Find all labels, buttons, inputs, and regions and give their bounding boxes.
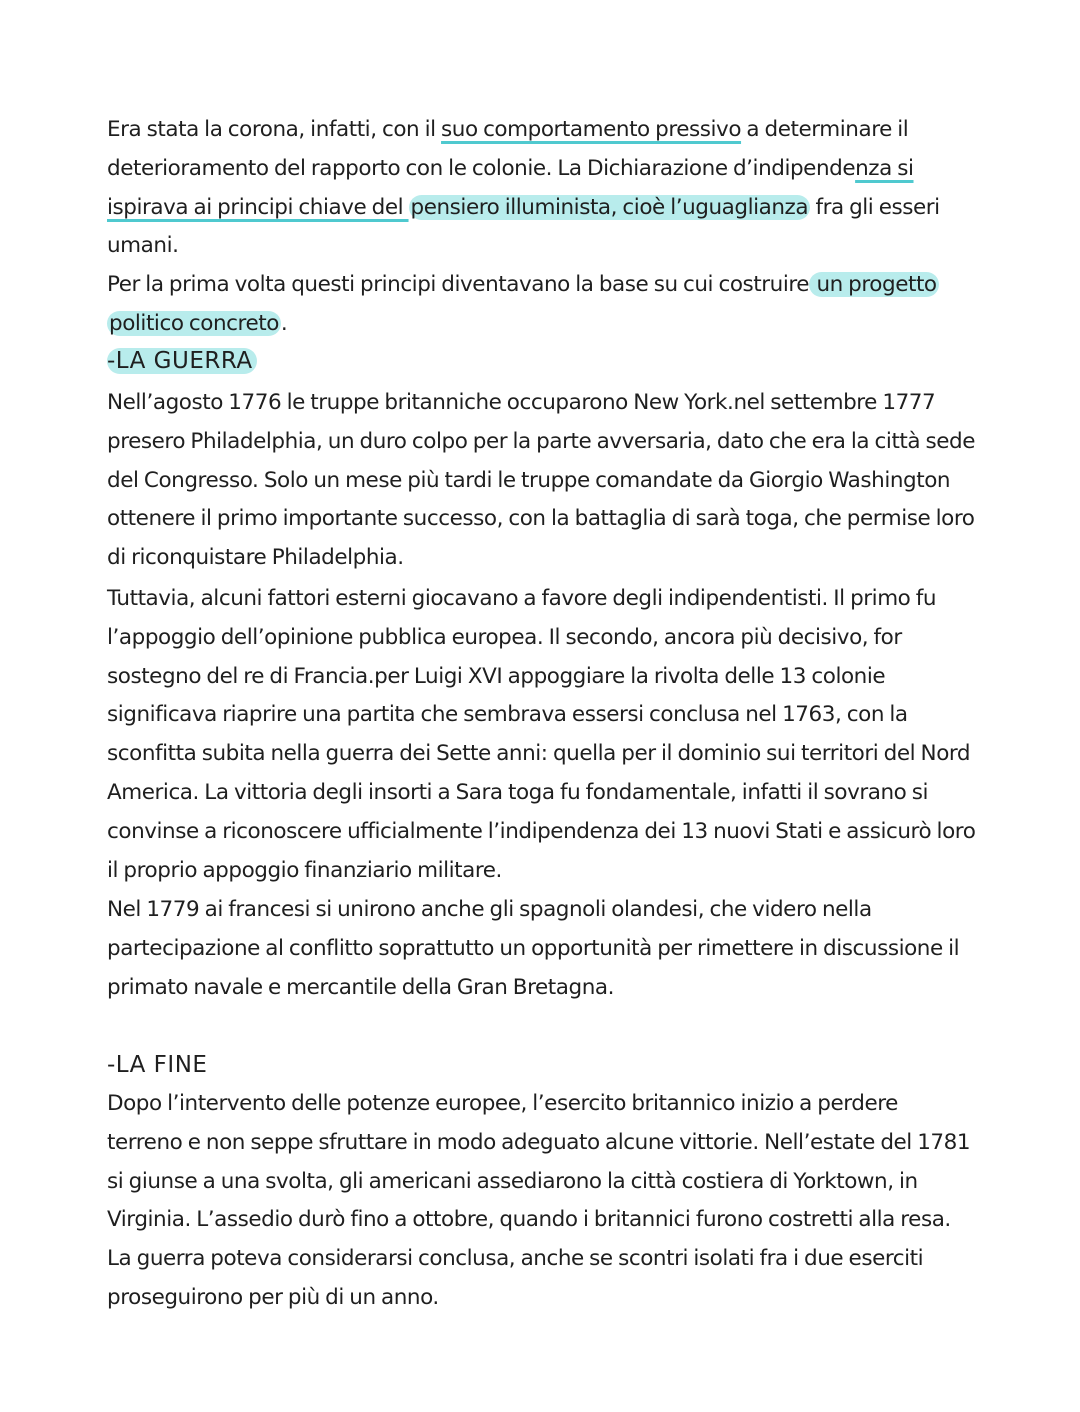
intro-text: fra gli esseri umani. (107, 194, 940, 259)
section-heading-fine: -LA FINE (107, 1052, 208, 1078)
intro-text: a determinare il deterioramento del rapporto con le colonie. La Dichiarazione d’indipende (107, 117, 909, 181)
intro-text: . (280, 310, 288, 336)
highlighted-phrase: un progetto politico concreto (109, 272, 937, 336)
intro-text: Era stata la corona, infatti, con il (107, 117, 442, 142)
underlined-phrase: nza si ispirava ai principi chiave del (107, 155, 914, 220)
highlighted-heading: -LA GUERRA (107, 348, 257, 374)
highlighted-phrase: pensiero illuminista, cioè l’uguaglianza (410, 194, 809, 220)
intro-paragraph (107, 111, 977, 344)
intro-text: Per la prima volta questi principi diventavano la base su cui costruire (107, 272, 810, 298)
underlined-phrase: suo comportamento pressivo (441, 117, 742, 142)
section-heading-guerra (107, 342, 257, 380)
guerra-paragraph-3: Nel 1779 ai francesi si unirono anche gli spagnoli olandesi, che videro nella partecipazione al conflitto soprattutto un opportunità per rimettere in discussione il primato navale e mercantile della Gran Bretagna. (107, 897, 960, 1000)
guerra-paragraph-2: Tuttavia, alcuni fattori esterni giocavano a favore degli indipendentisti. Il primo fu l’appoggio dell’opinione pubblica europea. Il secondo, ancora più decisivo, for sostegno del re di Francia.per Luigi XVI appoggiare la rivolta delle 13 colonie significava riaprire una partita che sembrava essersi conclusa nel 1763, con la sconfitta subita nella guerra dei Sette anni: quella per il dominio sui territori del Nord America. La vittoria degli insorti a Sara toga fu fondamentale, infatti il sovrano si convinse a riconoscere ufficialmente l’indipendenza dei 13 nuovi Stati e assicurò loro il proprio appoggio finanziario militare. (107, 586, 976, 883)
fine-paragraph-1: Dopo l’intervento delle potenze europee, l’esercito britannico inizio a perdere terreno e non seppe sfruttare in modo adeguato alcune vittorie. Nell’estate del 1781 si giunse a una svolta, gli americani assediarono la città costiera di Yorktown, in Virginia. L’assedio durò fino a ottobre, quando i britannici furono costretti alla resa. La guerra poteva considerarsi conclusa, anche se scontri isolati fra i due eserciti proseguirono per più di un anno. (107, 1091, 971, 1310)
guerra-paragraph-1: Nell’agosto 1776 le truppe britanniche occuparono New York.nel settembre 1777 presero Philadelphia, un duro colpo per la parte avversaria, dato che era la città sede del Congresso. Solo un mese più tardi le truppe comandate da Giorgio Washington ottenere il primo importante successo, con la battaglia di sarà toga, che permise loro di riconquistare Philadelphia. (107, 390, 976, 571)
